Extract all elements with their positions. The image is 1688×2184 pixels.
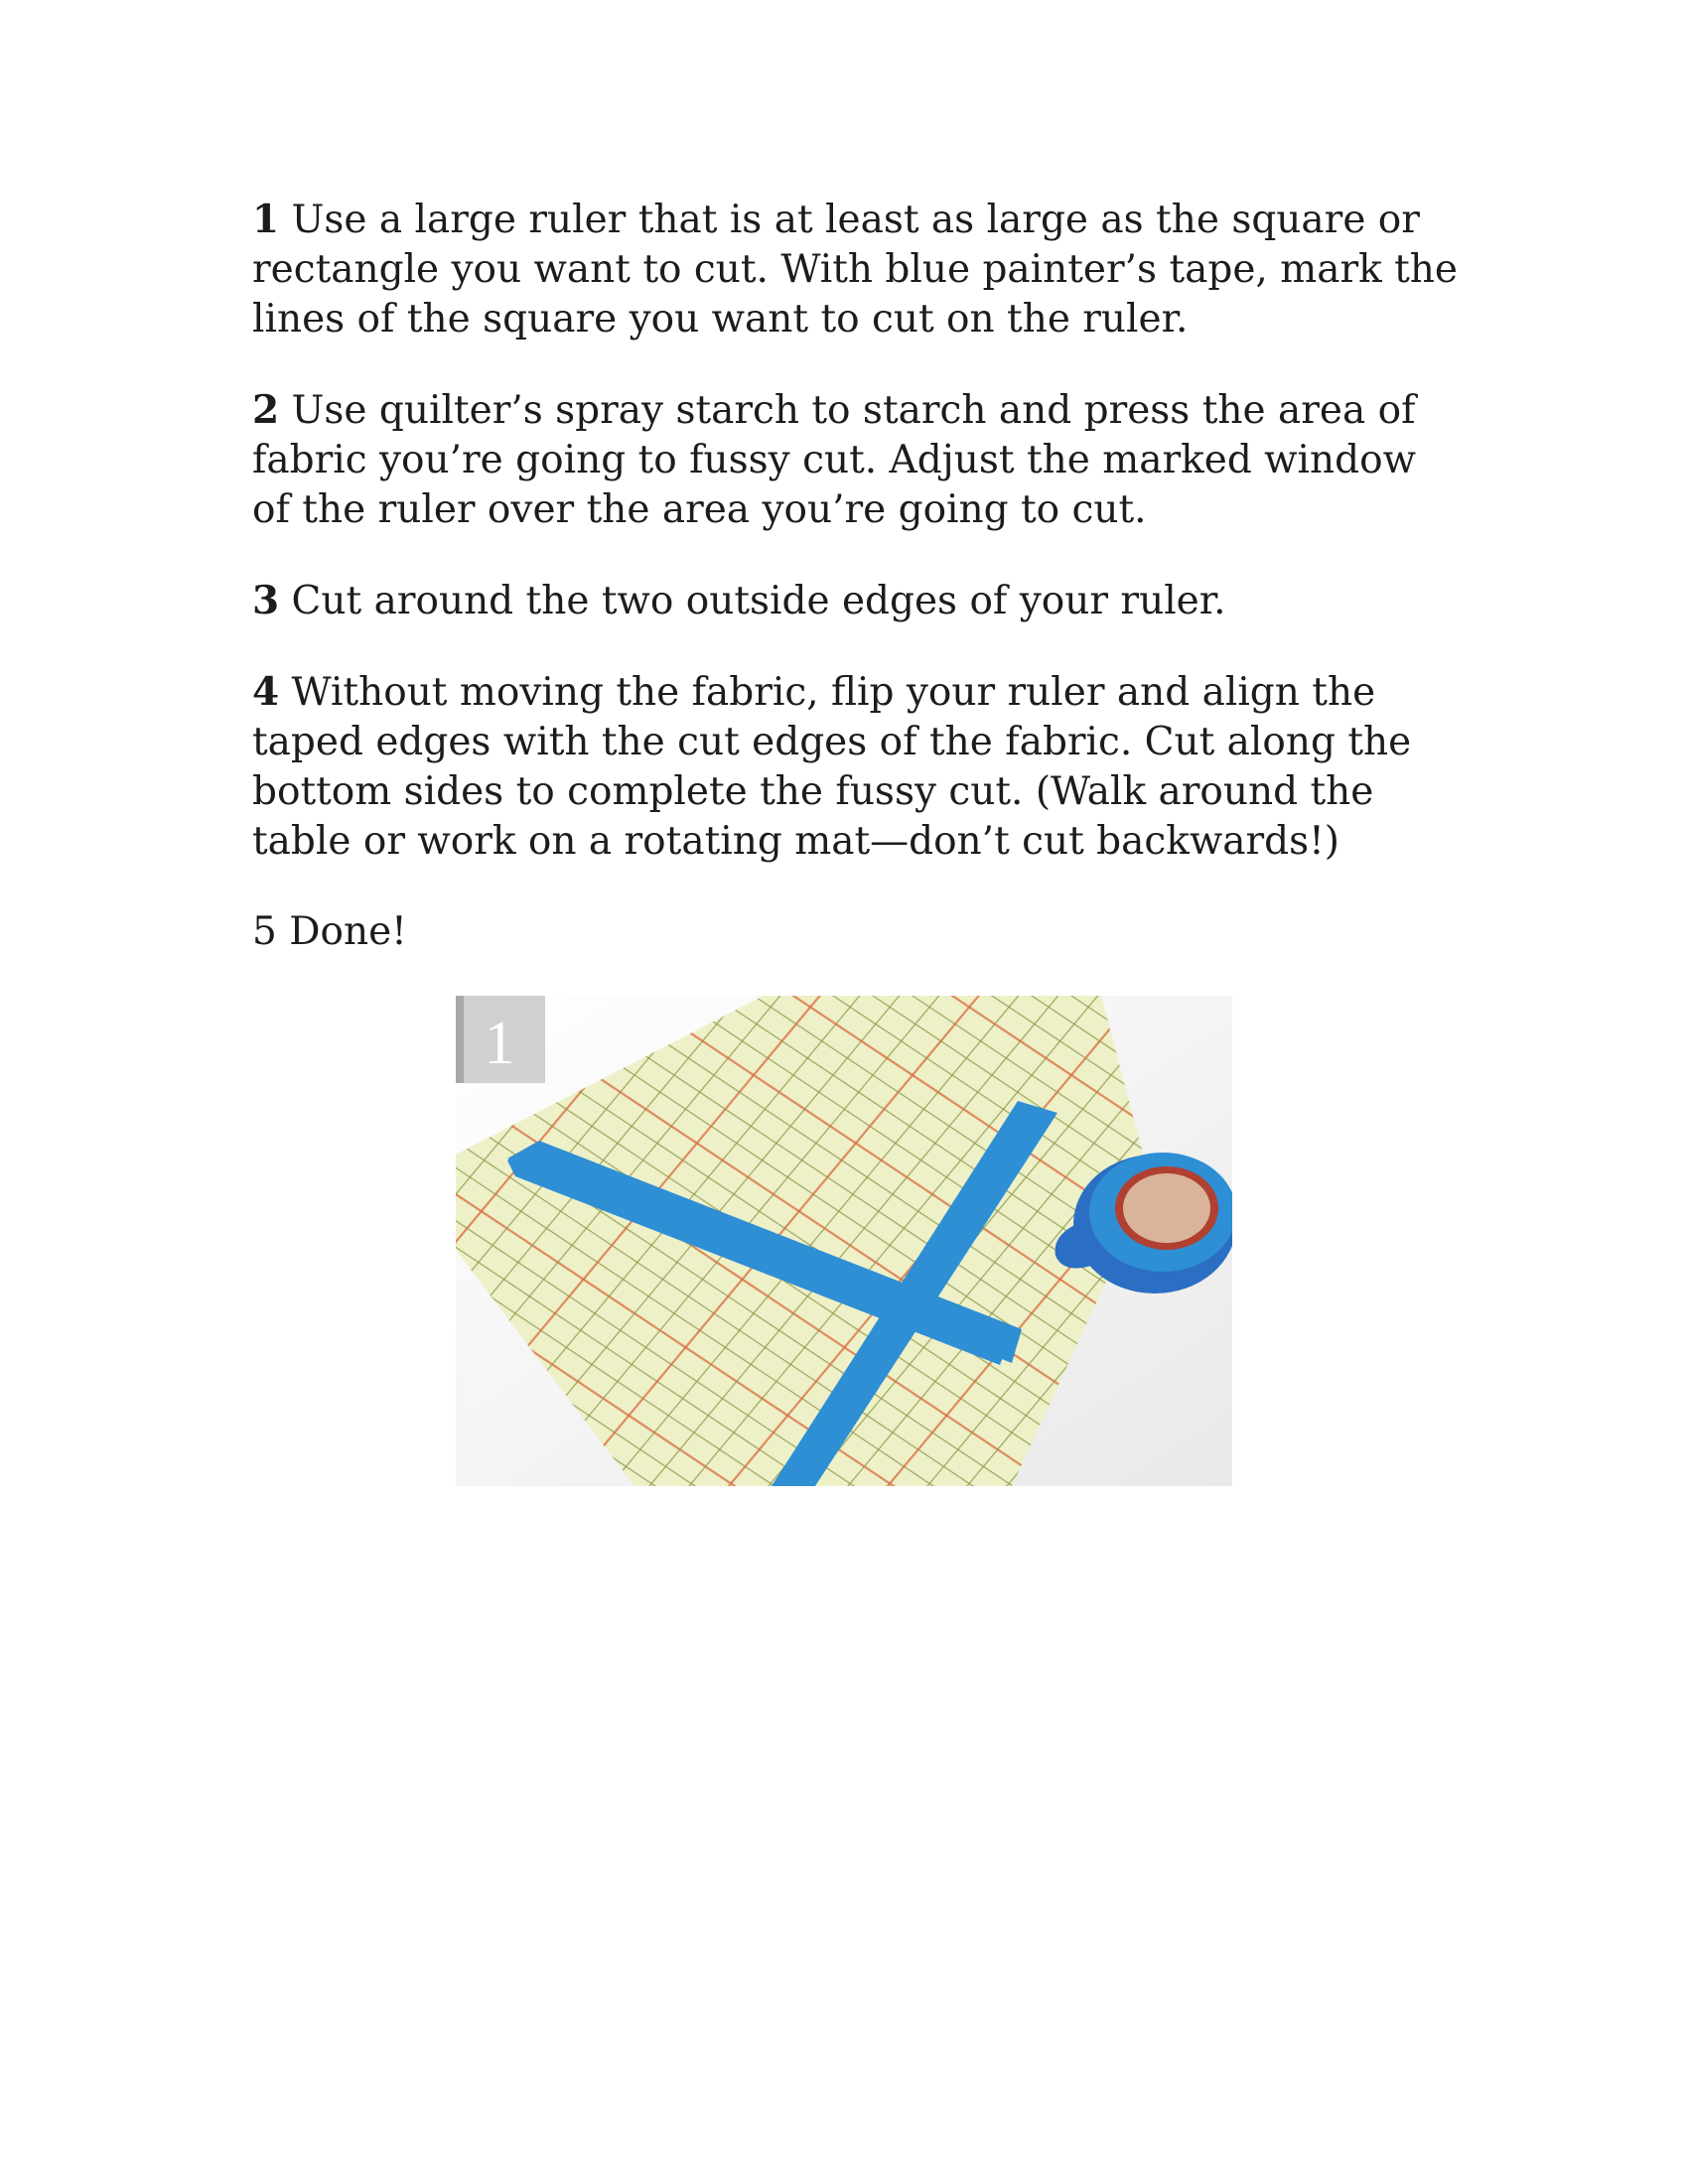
step-badge-number: 1 [484, 1010, 515, 1077]
step-text: Without moving the fabric, flip your ruler and align the taped edges with the cut edges of the fabric. Cut along the bottom sides to complete the fussy cut. (Walk around the table or work on a rotating mat—don’t cut backwards!) [252, 670, 1412, 864]
step-number: 3 [252, 578, 280, 623]
step-text: Use quilter’s spray starch to starch and press the area of fabric you’re going to fussy cut. Adjust the marked window of the ruler over the area you’re going to cut. [252, 388, 1416, 532]
step-badge-edge [456, 996, 464, 1083]
step-number: 1 [252, 197, 280, 242]
step-4 [252, 667, 1464, 867]
step-number: 2 [252, 387, 280, 433]
step-text: Use a large ruler that is at least as large as the square or rectangle you want to cut. With blue painter’s tape, mark the lines of the square you want to cut on the ruler. [252, 198, 1458, 341]
ruler-tape-illustration [456, 996, 1232, 1486]
step-badge [456, 996, 545, 1083]
step-2 [252, 385, 1464, 535]
step-3 [252, 576, 1464, 626]
step-1 [252, 195, 1464, 344]
step-text: Cut around the two outside edges of your ruler. [291, 579, 1226, 623]
ruler-photo [456, 996, 1232, 1486]
tape-roll-hole [1123, 1173, 1210, 1243]
instructions [252, 195, 1464, 998]
step-number: 4 [252, 669, 280, 715]
step-5: 5 Done! [252, 909, 407, 954]
